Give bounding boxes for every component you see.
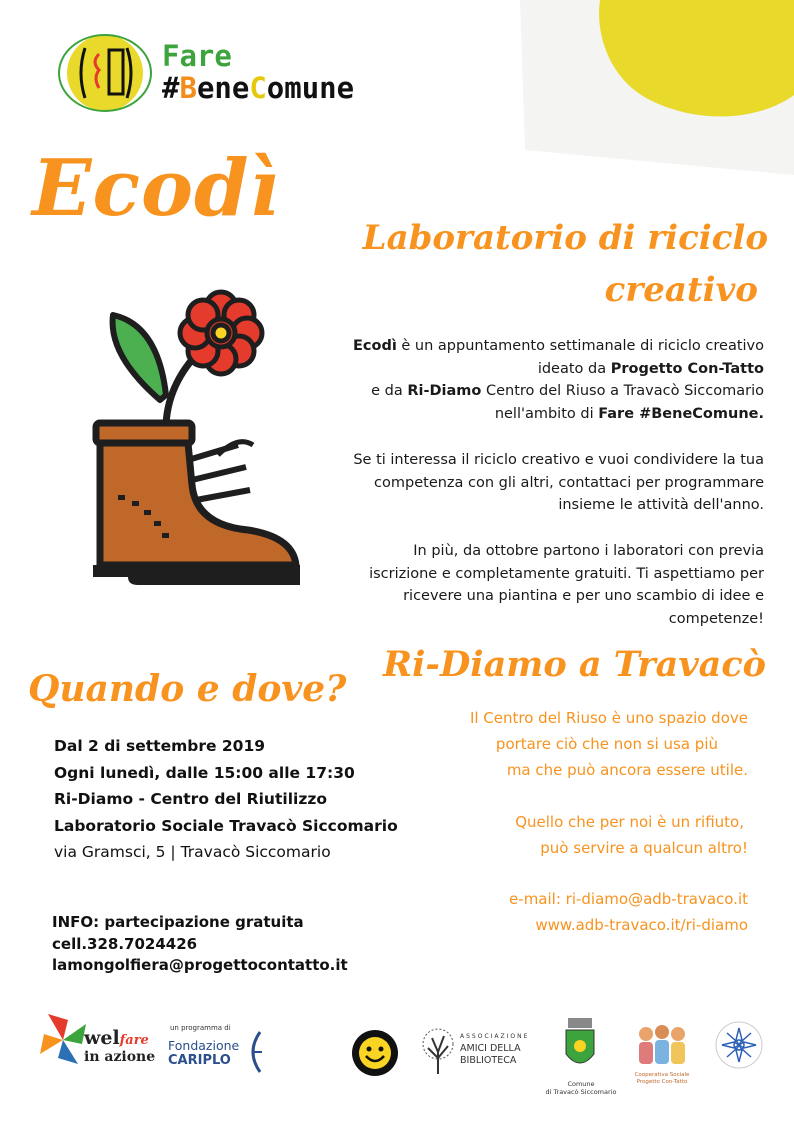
info-free: INFO: partecipazione gratuita: [52, 913, 304, 931]
when-where-block: [54, 733, 398, 866]
paragraph-intro: [334, 335, 764, 425]
interest-line: Se ti interessa il riciclo creativo e vuoi condividere la tua: [353, 452, 764, 468]
interest-line: insieme le attività dell'anno.: [558, 497, 764, 513]
info-phone[interactable]: cell.328.7024426: [52, 934, 198, 953]
welfare-fare: fare: [119, 1033, 149, 1048]
coop-people-icon: [632, 1022, 690, 1072]
welfare-in-azione: in azione: [84, 1049, 156, 1065]
mandala-logo-icon: [714, 1020, 764, 1070]
logo-b: B: [179, 71, 197, 105]
ridiamo-title: Ri-Diamo a Travacò: [383, 644, 766, 685]
intro-text4: Centro del Riuso a Travacò Siccomario: [481, 383, 764, 399]
october-line: iscrizione e completamente gratuiti. Ti aspettiamo per: [369, 565, 764, 582]
cariplo-fondazione: Fondazione: [168, 1038, 240, 1053]
amici-line1: ASSOCIAZIONE: [460, 1033, 530, 1040]
intro-ecodi: Ecodì: [352, 338, 397, 354]
lab-title: [348, 212, 768, 316]
ridiamo-line: ma che può ancora essere utile.: [506, 761, 748, 779]
coop-line1: Cooperativa Sociale: [634, 1072, 690, 1078]
interest-line: competenza con gli altri, contattaci per programmare: [374, 474, 764, 491]
lab-title-line2: creativo: [604, 270, 758, 310]
pinwheel-icon: [38, 1012, 88, 1067]
info-email[interactable]: lamongolfiera@progettocontatto.it: [52, 956, 348, 974]
welfare-logo: [84, 1027, 156, 1065]
ridiamo-description: [368, 705, 748, 783]
smiley-logo-icon: [350, 1028, 400, 1078]
event-date: Dal 2 di settembre 2019: [54, 737, 266, 755]
amici-line2: AMICI DELLA: [460, 1043, 521, 1054]
coop-label: [628, 1072, 696, 1086]
ridiamo-contacts: [368, 886, 748, 938]
event-address: via Gramsci, 5 | Travacò Siccomario: [54, 843, 331, 861]
logo-ene: ene: [196, 71, 250, 105]
intro-text2: ideato da: [537, 360, 611, 377]
comune-crest-icon: [560, 1016, 600, 1076]
intro-fbc: Fare #BeneComune.: [598, 405, 764, 422]
october-line: ricevere una piantina e per uno scambio di idee e: [403, 588, 764, 604]
cariplo-mark-icon: [244, 1030, 264, 1074]
amici-biblioteca-logo: [460, 1031, 529, 1067]
welfare-wel: wel: [84, 1027, 120, 1049]
comune-line1: Comune: [567, 1080, 595, 1088]
logo-omune: omune: [266, 71, 355, 105]
comune-line2: di Travacò Siccomario: [545, 1088, 617, 1096]
lab-title-line1: Laboratorio di riciclo: [362, 218, 768, 258]
october-line: competenze!: [668, 610, 764, 627]
slogan-line: può servire a qualcun altro!: [540, 839, 748, 857]
logo-hash: #: [162, 71, 180, 105]
intro-progetto: Progetto Con-Tatto: [610, 360, 764, 377]
paragraph-october: [334, 540, 764, 630]
event-place: Ri-Diamo - Centro del Riutilizzo: [54, 790, 328, 808]
info-block: [52, 912, 348, 977]
intro-text1: è un appuntamento settimanale di riciclo creativo: [396, 338, 764, 354]
ridiamo-line: Il Centro del Riuso è uno spazio dove: [469, 709, 748, 727]
event-time: Ogni lunedì, dalle 15:00 alle 17:30: [54, 763, 355, 782]
coop-line2: Progetto Con-Tatto: [636, 1079, 688, 1085]
programma-label: un programma di: [170, 1024, 231, 1032]
logo-icon: [55, 28, 165, 118]
event-place-lab: Laboratorio Sociale Travacò Siccomario: [54, 816, 398, 835]
ridiamo-website[interactable]: www.adb-travaco.it/ri-diamo: [535, 916, 748, 934]
ridiamo-email[interactable]: e-mail: ri-diamo@adb-travaco.it: [509, 890, 748, 908]
cariplo-logo: [168, 1038, 239, 1068]
quando-title: Quando e dove?: [28, 668, 347, 710]
intro-ridiamo: Ri-Diamo: [407, 383, 482, 399]
logo-c: C: [249, 71, 267, 105]
intro-text5: nell'ambito di: [494, 405, 599, 422]
logo-text: [162, 40, 354, 104]
slogan-line: Quello che per noi è un rifiuto,: [515, 813, 744, 831]
cariplo-name: CARIPLO: [168, 1053, 231, 1068]
october-line: In più, da ottobre partono i laboratori con previa: [413, 543, 764, 559]
comune-label: [545, 1080, 617, 1096]
paragraph-interest: [334, 449, 764, 517]
amici-line3: BIBLIOTECA: [460, 1055, 517, 1066]
ridiamo-slogan: [368, 809, 748, 861]
ridiamo-line: portare ciò che non si usa più: [495, 735, 718, 753]
logo-f: Fare: [162, 39, 232, 73]
intro-text3: e da: [371, 383, 408, 399]
boot-flower-icon: [88, 285, 308, 595]
tree-logo-icon: [418, 1028, 458, 1076]
ecodi-title: Ecodì: [32, 143, 281, 234]
